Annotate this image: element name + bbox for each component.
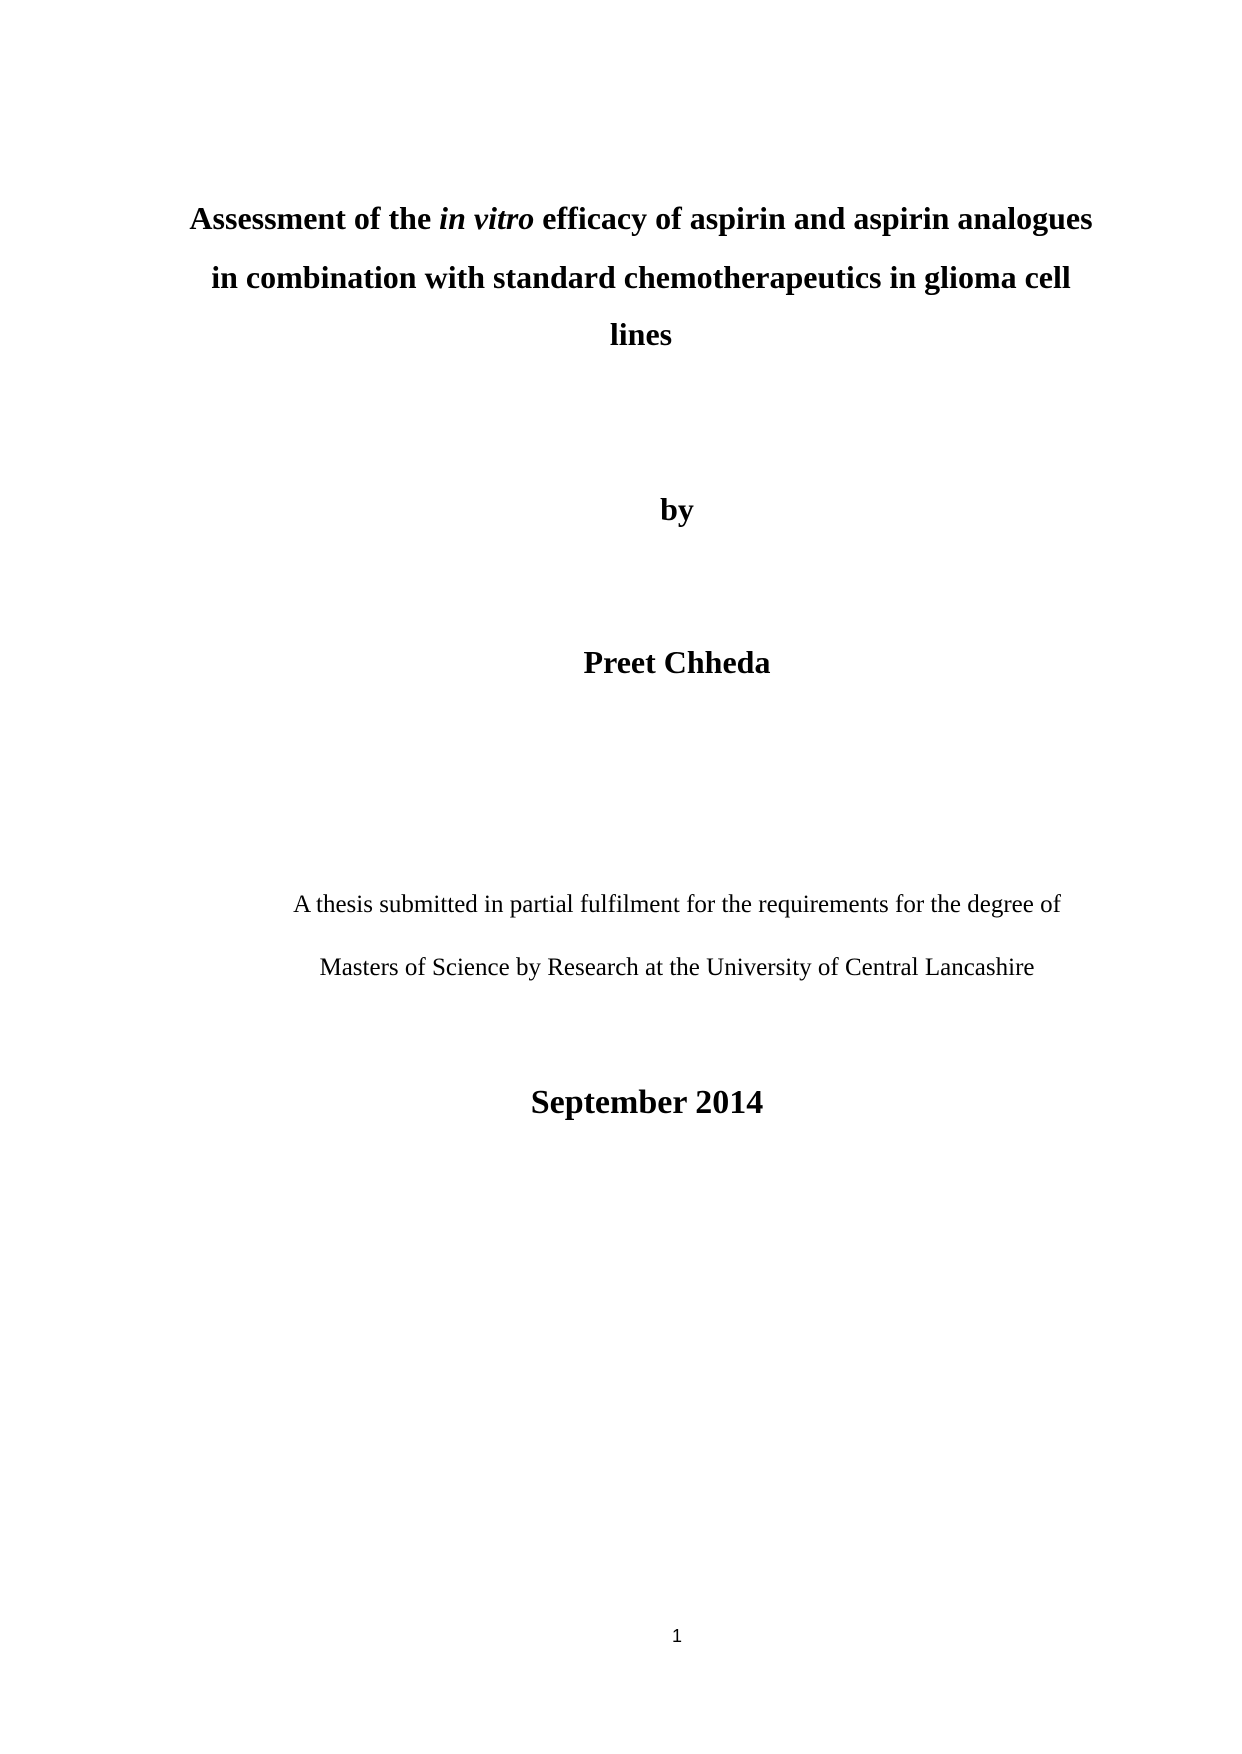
- by-label: by: [660, 491, 694, 527]
- title-text: Assessment of the: [189, 200, 440, 236]
- author-name: Preet Chheda: [583, 644, 771, 680]
- title-italic-text: in vitro: [439, 200, 535, 236]
- thesis-title-line-1: [20, 198, 1242, 238]
- degree-statement-line-1: A thesis submitted in partial fulfilment for the requirements for the degree of: [293, 891, 1061, 918]
- thesis-title-line-3: lines: [609, 316, 673, 352]
- submission-date: September 2014: [530, 1084, 764, 1121]
- page-number: 1: [671, 1626, 682, 1646]
- title-text: efficacy of aspirin and aspirin analogues: [534, 200, 1093, 236]
- thesis-title-line-2: in combination with standard chemotherapeutics in glioma cell: [211, 259, 1071, 295]
- degree-statement-line-2: Masters of Science by Research at the University of Central Lancashire: [319, 954, 1035, 981]
